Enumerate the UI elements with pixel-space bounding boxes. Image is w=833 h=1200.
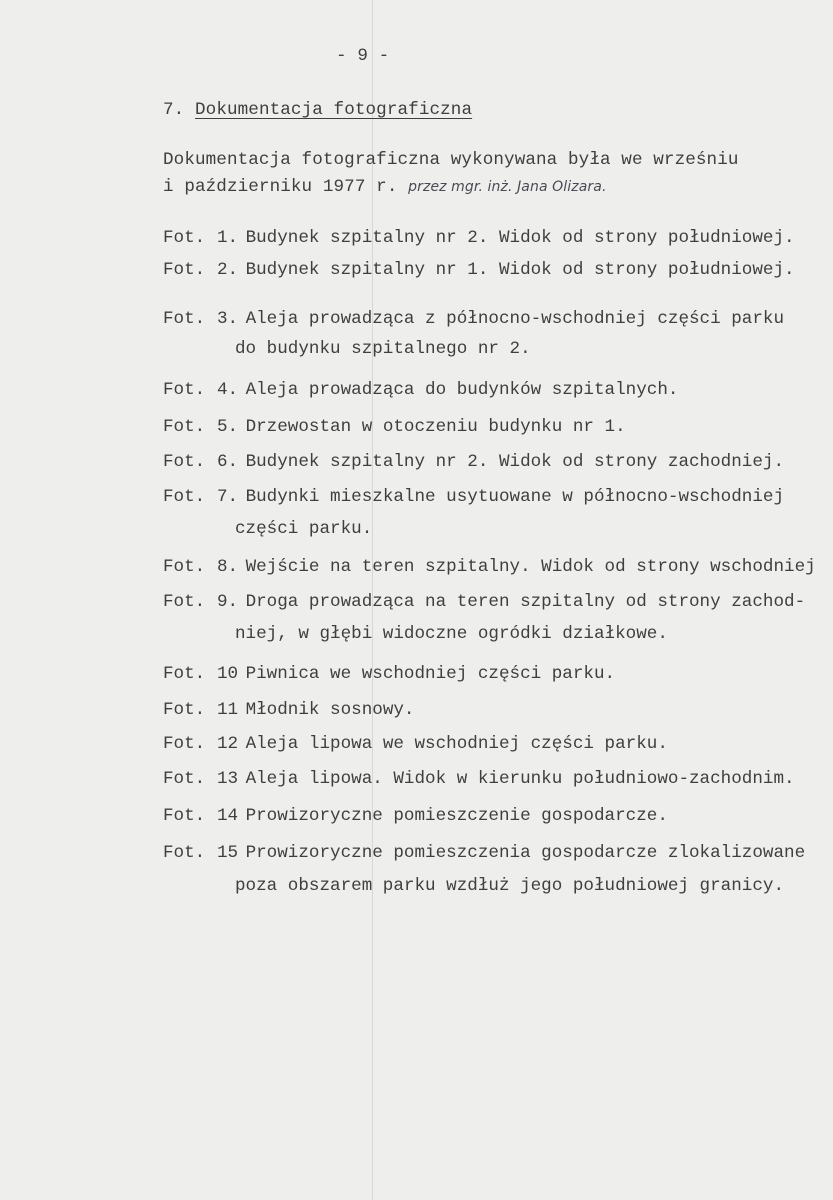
photo-label: Fot. bbox=[163, 260, 206, 280]
photo-item bbox=[163, 380, 678, 400]
photo-label: Fot. bbox=[163, 664, 206, 684]
photo-description: Budynki mieszkalne usytuowane w północno-wschodniej bbox=[245, 487, 785, 507]
photo-description: Prowizoryczne pomieszczenie gospodarcze. bbox=[245, 806, 668, 826]
photo-item bbox=[163, 487, 784, 507]
photo-item bbox=[163, 228, 795, 248]
photo-label: Fot. bbox=[163, 592, 206, 612]
photo-description: Prowizoryczne pomieszczenia gospodarcze zlokalizowane bbox=[245, 843, 806, 863]
photo-item bbox=[163, 452, 784, 472]
photo-label: Fot. bbox=[163, 557, 206, 577]
photo-label: Fot. bbox=[163, 700, 206, 720]
photo-number: 6. bbox=[217, 452, 239, 472]
photo-item bbox=[163, 309, 784, 329]
photo-number: 8. bbox=[217, 557, 239, 577]
page-number: - 9 - bbox=[336, 46, 390, 66]
photo-label: Fot. bbox=[163, 380, 206, 400]
photo-description: Młodnik sosnowy. bbox=[245, 700, 415, 720]
photo-number: 11 bbox=[217, 700, 239, 720]
photo-description: Aleja lipowa. Widok w kierunku południowo-zachodnim. bbox=[245, 769, 795, 789]
photo-label: Fot. bbox=[163, 806, 206, 826]
photo-description: Piwnica we wschodniej części parku. bbox=[245, 664, 616, 684]
photo-label: Fot. bbox=[163, 228, 206, 248]
photo-number: 12 bbox=[217, 734, 239, 754]
photo-number: 4. bbox=[217, 380, 239, 400]
intro-line-2 bbox=[163, 177, 607, 197]
photo-item bbox=[163, 664, 615, 684]
photo-description: Wejście na teren szpitalny. Widok od strony wschodniej bbox=[245, 557, 816, 577]
photo-description-continuation: do budynku szpitalnego nr 2. bbox=[235, 339, 531, 359]
section-heading bbox=[163, 100, 472, 120]
photo-number: 7. bbox=[217, 487, 239, 507]
photo-item bbox=[163, 806, 668, 826]
photo-item bbox=[163, 843, 805, 863]
photo-description: Budynek szpitalny nr 2. Widok od strony zachodniej. bbox=[245, 452, 785, 472]
photo-description: Budynek szpitalny nr 1. Widok od strony południowej. bbox=[245, 260, 795, 280]
photo-item bbox=[163, 734, 668, 754]
photo-description: Drzewostan w otoczeniu budynku nr 1. bbox=[245, 417, 626, 437]
photo-description-continuation: części parku. bbox=[235, 519, 373, 539]
photo-number: 3. bbox=[217, 309, 239, 329]
section-title: Dokumentacja fotograficzna bbox=[195, 100, 473, 120]
photo-number: 14 bbox=[217, 806, 239, 826]
photo-description: Aleja prowadząca z północno-wschodniej części parku bbox=[245, 309, 785, 329]
photo-label: Fot. bbox=[163, 843, 206, 863]
photo-number: 2. bbox=[217, 260, 239, 280]
photo-label: Fot. bbox=[163, 309, 206, 329]
photo-label: Fot. bbox=[163, 734, 206, 754]
photo-description: Budynek szpitalny nr 2. Widok od strony południowej. bbox=[245, 228, 795, 248]
photo-item bbox=[163, 260, 795, 280]
intro-line-2-typed: i październiku 1977 r. bbox=[163, 177, 398, 197]
photo-number: 10 bbox=[217, 664, 239, 684]
handwritten-author: przez mgr. inż. Jana Olizara. bbox=[408, 179, 607, 195]
section-number: 7. bbox=[163, 100, 185, 120]
photo-item bbox=[163, 700, 415, 720]
photo-number: 13 bbox=[217, 769, 239, 789]
intro-line-1: Dokumentacja fotograficzna wykonywana była we wrześniu bbox=[163, 150, 739, 170]
photo-description: Aleja lipowa we wschodniej części parku. bbox=[245, 734, 668, 754]
photo-label: Fot. bbox=[163, 487, 206, 507]
photo-label: Fot. bbox=[163, 769, 206, 789]
photo-number: 1. bbox=[217, 228, 239, 248]
photo-number: 9. bbox=[217, 592, 239, 612]
photo-item bbox=[163, 417, 626, 437]
photo-label: Fot. bbox=[163, 417, 206, 437]
photo-label: Fot. bbox=[163, 452, 206, 472]
photo-number: 5. bbox=[217, 417, 239, 437]
photo-item bbox=[163, 557, 816, 577]
photo-item bbox=[163, 592, 805, 612]
photo-number: 15 bbox=[217, 843, 239, 863]
photo-item bbox=[163, 769, 795, 789]
photo-description: Droga prowadząca na teren szpitalny od strony zachod- bbox=[245, 592, 806, 612]
photo-description: Aleja prowadząca do budynków szpitalnych. bbox=[245, 380, 679, 400]
photo-description-continuation: poza obszarem parku wzdłuż jego południowej granicy. bbox=[235, 876, 785, 896]
photo-description-continuation: niej, w głębi widoczne ogródki działkowe. bbox=[235, 624, 668, 644]
